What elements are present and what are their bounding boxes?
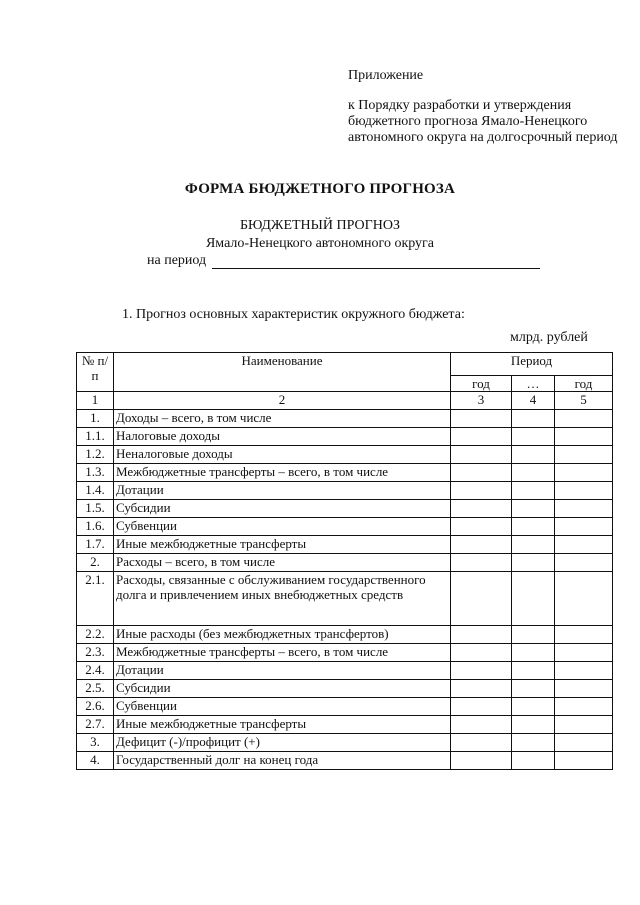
table-row (77, 482, 613, 500)
row-name: Субсидии (114, 680, 451, 698)
appendix-title: Приложение (348, 68, 424, 83)
table-row (77, 554, 613, 572)
table-row (77, 680, 613, 698)
row-name: Неналоговые доходы (114, 446, 451, 464)
index-cell: 3 (451, 392, 512, 410)
row-name: Расходы, связанные с обслуживанием государственного долга и привлечением иных внебюджетных средств (114, 572, 451, 626)
table-row (77, 644, 613, 662)
value-cell (451, 716, 512, 734)
value-cell (555, 464, 613, 482)
budget-forecast-table (76, 352, 613, 770)
value-cell (451, 518, 512, 536)
value-cell (555, 446, 613, 464)
row-number: 2.6. (77, 698, 114, 716)
header-period: Период (451, 353, 613, 376)
row-name: Дефицит (-)/профицит (+) (114, 734, 451, 752)
index-cell: 5 (555, 392, 613, 410)
row-number: 1.2. (77, 446, 114, 464)
period-blank-line (212, 253, 540, 269)
table-row (77, 662, 613, 680)
form-title: ФОРМА БЮДЖЕТНОГО ПРОГНОЗА (184, 181, 456, 197)
appendix-text: к Порядку разработки и утверждения бюджетного прогноза Ямало-Ненецкого автономного округа на долгосрочный период (348, 98, 618, 145)
value-cell (451, 662, 512, 680)
table-row (77, 446, 613, 464)
table-row (77, 626, 613, 644)
row-number: 2. (77, 554, 114, 572)
row-number: 2.5. (77, 680, 114, 698)
value-cell (512, 500, 555, 518)
value-cell (555, 554, 613, 572)
value-cell (555, 698, 613, 716)
value-cell (555, 752, 613, 770)
row-number: 2.7. (77, 716, 114, 734)
table-row (77, 518, 613, 536)
value-cell (555, 572, 613, 626)
value-cell (512, 626, 555, 644)
value-cell (512, 698, 555, 716)
value-cell (512, 464, 555, 482)
row-number: 1.3. (77, 464, 114, 482)
row-name: Расходы – всего, в том числе (114, 554, 451, 572)
row-name: Иные межбюджетные трансферты (114, 536, 451, 554)
value-cell (512, 536, 555, 554)
row-name: Государственный долг на конец года (114, 752, 451, 770)
forecast-title: БЮДЖЕТНЫЙ ПРОГНОЗ (239, 218, 400, 233)
index-cell: 1 (77, 392, 114, 410)
table-row (77, 428, 613, 446)
value-cell (512, 482, 555, 500)
row-number: 4. (77, 752, 114, 770)
period-row (147, 253, 540, 269)
value-cell (512, 734, 555, 752)
value-cell (512, 644, 555, 662)
period-label: на период (147, 253, 207, 268)
table-row (77, 500, 613, 518)
value-cell (451, 752, 512, 770)
value-cell (512, 428, 555, 446)
table-row (77, 572, 613, 626)
value-cell (555, 482, 613, 500)
value-cell (555, 626, 613, 644)
value-cell (555, 536, 613, 554)
value-cell (451, 482, 512, 500)
value-cell (555, 518, 613, 536)
table-row (77, 752, 613, 770)
index-cell: 2 (114, 392, 451, 410)
table-header-row (77, 353, 613, 376)
value-cell (451, 572, 512, 626)
value-cell (512, 572, 555, 626)
header-year-1: год (451, 376, 512, 392)
value-cell (512, 518, 555, 536)
value-cell (555, 734, 613, 752)
value-cell (451, 464, 512, 482)
row-name: Дотации (114, 662, 451, 680)
row-number: 1.1. (77, 428, 114, 446)
value-cell (451, 536, 512, 554)
row-number: 1.6. (77, 518, 114, 536)
row-number: 2.4. (77, 662, 114, 680)
row-number: 2.1. (77, 572, 114, 626)
row-number: 1.4. (77, 482, 114, 500)
table-row (77, 536, 613, 554)
row-number: 3. (77, 734, 114, 752)
row-name: Доходы – всего, в том числе (114, 410, 451, 428)
section-title: 1. Прогноз основных характеристик окружного бюджета: (122, 307, 465, 322)
row-name: Иные межбюджетные трансферты (114, 716, 451, 734)
header-num: № п/п (77, 353, 114, 392)
table-row (77, 698, 613, 716)
value-cell (555, 680, 613, 698)
value-cell (451, 734, 512, 752)
value-cell (555, 410, 613, 428)
table-row (77, 464, 613, 482)
row-name: Иные расходы (без межбюджетных трансфертов) (114, 626, 451, 644)
row-name: Налоговые доходы (114, 428, 451, 446)
value-cell (451, 644, 512, 662)
value-cell (512, 716, 555, 734)
value-cell (512, 446, 555, 464)
row-number: 1. (77, 410, 114, 428)
value-cell (555, 500, 613, 518)
row-name: Межбюджетные трансферты – всего, в том числе (114, 644, 451, 662)
row-name: Дотации (114, 482, 451, 500)
row-name: Субвенции (114, 518, 451, 536)
table-row (77, 716, 613, 734)
value-cell (512, 662, 555, 680)
value-cell (451, 500, 512, 518)
value-cell (451, 446, 512, 464)
forecast-subtitle: Ямало-Ненецкого автономного округа (205, 236, 435, 251)
value-cell (451, 428, 512, 446)
row-name: Субсидии (114, 500, 451, 518)
table-row (77, 410, 613, 428)
value-cell (555, 644, 613, 662)
row-number: 1.7. (77, 536, 114, 554)
table-row (77, 734, 613, 752)
value-cell (451, 410, 512, 428)
value-cell (451, 680, 512, 698)
row-name: Субвенции (114, 698, 451, 716)
row-number: 2.2. (77, 626, 114, 644)
value-cell (451, 698, 512, 716)
value-cell (512, 680, 555, 698)
value-cell (512, 752, 555, 770)
value-cell (555, 662, 613, 680)
value-cell (512, 554, 555, 572)
value-cell (555, 716, 613, 734)
row-number: 2.3. (77, 644, 114, 662)
row-name: Межбюджетные трансферты – всего, в том числе (114, 464, 451, 482)
value-cell (451, 554, 512, 572)
header-ellipsis: … (512, 376, 555, 392)
value-cell (451, 626, 512, 644)
row-number: 1.5. (77, 500, 114, 518)
table-index-row (77, 392, 613, 410)
header-name: Наименование (114, 353, 451, 392)
value-cell (555, 428, 613, 446)
index-cell: 4 (512, 392, 555, 410)
header-year-2: год (555, 376, 613, 392)
value-cell (512, 410, 555, 428)
units-label: млрд. рублей (510, 330, 588, 345)
